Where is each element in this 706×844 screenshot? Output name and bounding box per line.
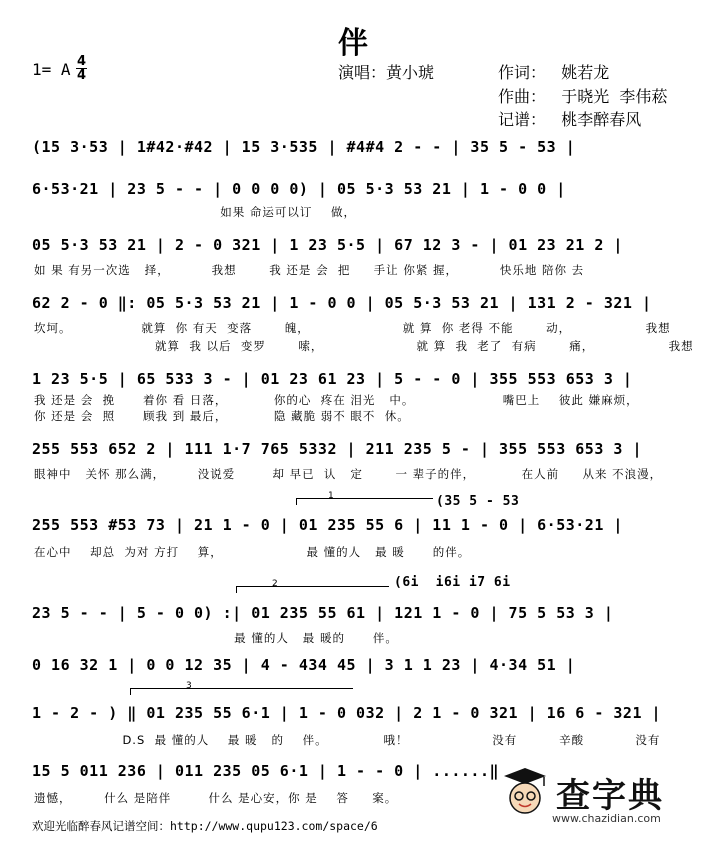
- lyric-row-8: 最 懂的人 最 暖的 伴。: [34, 631, 398, 645]
- lyric-row-4a: 坎坷。 就算 你 有天 变落 魄， 就 算 你 老得 不能 动， 我想: [34, 321, 671, 335]
- score-row-8: 23 5 - - | 5 - 0 0) :| 01 235 55 61 | 121 1 - 0 | 75 5 53 3 |: [32, 604, 614, 622]
- volta-intro-2: (6i i6i i7 6i: [394, 575, 511, 590]
- time-signature: [76, 55, 87, 82]
- lyric-row-2: 如果 命运可以订 做，: [34, 205, 356, 219]
- volta-number-3: 3: [186, 681, 192, 691]
- score-row-3: 05 5·3 53 21 | 2 - 0 321 | 1 23 5·5 | 67 12 3 - | 01 23 21 2 |: [32, 236, 623, 254]
- lyric-row-11: 遗憾， 什么 是陪伴 什么 是心安，你 是 答 案。: [34, 791, 398, 805]
- score-row-5: 1 23 5·5 | 65 533 3 - | 01 23 61 23 | 5 - - 0 | 355 553 653 3 |: [32, 370, 633, 388]
- lyric-row-5a: 我 还是 会 挽 着你 看 日落， 你的心 疼在 泪光 中。 嘴巴上 彼此 嫌麻烦，: [34, 393, 639, 407]
- volta-intro-1: (35 5 - 53: [436, 494, 520, 509]
- lyric-row-7: 在心中 却总 为对 方打 算， 最 懂的人 最 暖 的伴。: [34, 545, 471, 559]
- volta-number-1: 1: [328, 491, 334, 501]
- volta-bracket-1: [296, 498, 433, 505]
- volta-bracket-2: [236, 586, 389, 593]
- score-row-6: 255 553 652 2 | 111 1·7 765 5332 | 211 235 5 - | 355 553 653 3 |: [32, 440, 642, 458]
- volta-number-2: 2: [272, 579, 278, 589]
- composer-credit: 作曲： 于晓光 李伟菘: [498, 87, 668, 106]
- volta-bracket-3: [130, 688, 353, 695]
- lyricist-credit: 作词： 姚若龙: [498, 63, 610, 82]
- score-row-4: 62 2 - 0 ‖: 05 5·3 53 21 | 1 - 0 0 | 05 5·3 53 21 | 131 2 - 321 |: [32, 294, 652, 312]
- song-title: 伴: [338, 26, 368, 61]
- time-signature-top: 4: [77, 54, 87, 69]
- watermark: [492, 762, 692, 830]
- lyric-row-6: 眼神中 关怀 那么满， 没说爱 却 早已 认 定 一 辈子的伴， 在人前 从来 不浪漫，: [34, 467, 663, 481]
- singer-credit: 演唱：黄小琥: [338, 63, 435, 82]
- score-row-9: 0 16 32 1 | 0 0 12 35 | 4 - 434 45 | 3 1 1 23 | 4·34 51 |: [32, 656, 576, 674]
- watermark-url: www.chazidian.com: [552, 812, 661, 825]
- time-signature-bottom: 4: [77, 68, 87, 83]
- lyric-row-10: D.S 最 懂的人 最 暖 的 伴。 哦！ 没有 辛酸 没有: [34, 733, 661, 747]
- lyric-row-5b: 你 还是 会 照 顾我 到 最后， 隐 藏脆 弱不 眼不 休。: [34, 409, 410, 423]
- key-signature: 1= A: [32, 60, 71, 79]
- score-row-7: 255 553 #53 73 | 21 1 - 0 | 01 235 55 6 | 11 1 - 0 | 6·53·21 |: [32, 516, 623, 534]
- score-row-2: 6·53·21 | 23 5 - - | 0 0 0 0) | 05 5·3 53 21 | 1 - 0 0 |: [32, 180, 566, 198]
- score-row-11: 15 5 011 236 | 011 235 05 6·1 | 1 - - 0 | ......‖: [32, 762, 500, 780]
- lyric-row-3: 如 果 有另一次选 择， 我想 我 还是 会 把 手让 你紧 握， 快乐地 陪你 去: [34, 263, 585, 277]
- lyric-row-4b: 就算 我 以后 变罗 嗦， 就 算 我 老了 有病 痛， 我想: [34, 339, 694, 353]
- transcriber-credit: 记谱： 桃李醉春风: [498, 110, 642, 129]
- score-row-10: 1 - 2 - ) ‖ 01 235 55 6·1 | 1 - 0 032 | 2 1 - 0 321 | 16 6 - 321 |: [32, 704, 662, 722]
- watermark-brand: 查字典: [556, 776, 664, 816]
- score-row-1: (15 3·53 | 1#42·#42 | 15 3·535 | #4#4 2 - - | 35 5 - 53 |: [32, 138, 576, 156]
- mascot-icon: [500, 766, 550, 818]
- footer-text: 欢迎光临醉春风记谱空间：http://www.qupu123.com/space/6: [32, 819, 378, 833]
